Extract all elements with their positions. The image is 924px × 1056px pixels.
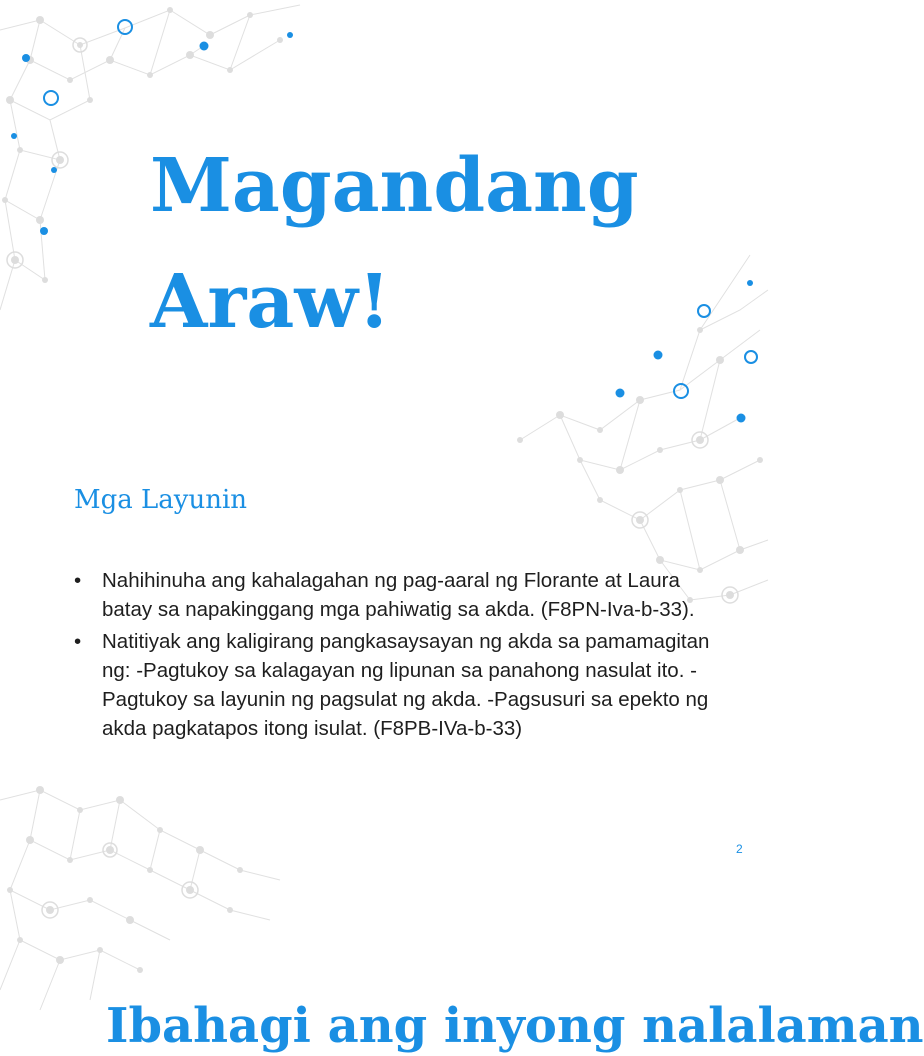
next-slide-title: Ibahagi ang inyong nalalaman (106, 998, 924, 1054)
bullet-icon: • (74, 569, 82, 592)
objectives-heading: Mga Layunin (74, 485, 248, 515)
objectives-list (74, 566, 714, 746)
page-number: 2 (736, 842, 743, 856)
objective-text: Nahihinuha ang kahalagahan ng pag-aaral ng Florante at Laura batay sa napakinggang mga pahiwatig sa akda. (F8PN-Iva-b-33). (102, 569, 695, 621)
bullet-icon: • (74, 630, 82, 653)
title-line-2: Araw! (150, 259, 391, 345)
objective-text: Natitiyak ang kaligirang pangkasaysayan ng akda sa pamamagitan ng: -Pagtukoy sa kalagayan ng lipunan sa panahong nasulat ito. -Pagtukoy sa layunin ng pagsulat ng akda. -Pagsusuri sa epekto ng akda pagkatapos itong isulat. (F8PB-IVa-b-33) (102, 630, 710, 740)
slide-title (150, 128, 639, 360)
objective-item (74, 627, 714, 743)
title-line-1: Magandang (150, 143, 639, 229)
objective-item (74, 566, 714, 624)
